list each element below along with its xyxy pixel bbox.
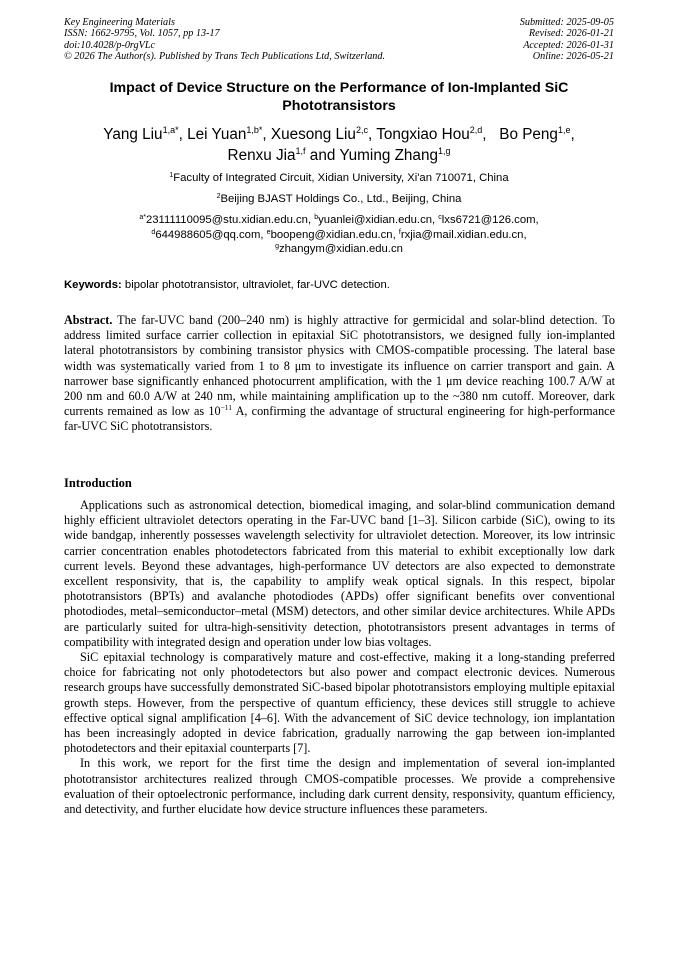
email-link[interactable]: 644988605@qq.com — [155, 228, 261, 241]
author-name: Yang Liu — [103, 126, 163, 143]
email-marker: d — [151, 228, 156, 236]
email-link[interactable]: lxs6721@126.com — [441, 214, 536, 226]
journal-header — [64, 17, 614, 63]
affiliation-text: Beijing BJAST Holdings Co., Ltd., Beijing, China — [220, 193, 462, 205]
email-marker: b — [314, 214, 319, 221]
affiliation-2 — [64, 192, 614, 207]
email-marker: g — [275, 243, 279, 251]
journal-info — [64, 17, 385, 63]
keywords-label: Keywords: — [64, 279, 122, 291]
publication-dates — [520, 17, 614, 63]
email-link[interactable]: zhangym@xidian.edu.cn — [279, 243, 403, 256]
section-heading-introduction: Introduction — [64, 476, 132, 490]
email-link[interactable]: yuanlei@xidian.edu.cn — [318, 214, 432, 226]
date-revised: Revised: 2026-01-21 — [528, 28, 614, 40]
author-marker: 1,f — [295, 146, 306, 156]
author-marker: 1,g — [437, 146, 451, 156]
abstract — [64, 313, 615, 435]
author-marker: 1,e — [557, 125, 571, 135]
email-link[interactable]: boopeng@xidian.edu.cn — [270, 228, 393, 241]
email-marker: f — [398, 228, 401, 236]
affiliation-text: Faculty of Integrated Circuit, Xidian University, Xi'an 710071, China — [173, 172, 509, 184]
affiliation-1 — [64, 171, 614, 186]
journal-copyright: © 2026 The Author(s). Published by Trans Tech Publications Ltd, Switzerland. — [64, 51, 386, 63]
author-name: Lei Yuan — [187, 126, 247, 143]
author-name: Xuesong Liu — [270, 126, 356, 143]
author-marker: 1,a* — [162, 125, 179, 135]
date-online: Online: 2026-05-21 — [532, 51, 614, 63]
keywords — [64, 278, 614, 292]
introduction-body — [64, 498, 615, 817]
author-marker: 2,c — [355, 125, 368, 135]
date-accepted: Accepted: 2026-01-31 — [523, 39, 614, 51]
email-link[interactable]: rxjia@mail.xidian.edu.cn — [400, 228, 524, 241]
affiliation-marker: 2 — [216, 193, 221, 200]
abstract-label: Abstract. — [64, 313, 113, 327]
journal-name: Key Engineering Materials — [64, 17, 175, 28]
email-list: $^{a*}$23111110095@stu.xidian.edu.cn, $^b$yuanlei@xidian.edu.cn, $^c$lxs6721@126.com, $^d$644988605@qq.com, $^e$boopeng@xidian.edu.cn, $^f$rxjia@mail.xidian.edu.cn, $^g$zhangym@xidian.edu.cn — [139, 214, 539, 256]
author-name: Tongxiao Hou — [376, 126, 470, 143]
abstract-text-end: A, confirming the advantage of structural engineering for high-performance far-UVC SiC phototransistors. — [64, 404, 615, 434]
paragraph: SiC epitaxial technology is comparatively mature and cost-effective, making it a long-standing preferred choice for fabricating not only photodetectors but also power and compact electronic devices. Numerous research groups have successfully demonstrated SiC-based bipolar phototransistors employing multiple epitaxial growth steps. However, from the perspective of quantum efficiency, these devices still struggle to achieve effective optical signal amplification [4–6]. With the advancement of SiC device technology, ion implantation has been increasingly adopted in device fabrication, gradually narrowing the gap between ion-implanted photodetectors and their epitaxial counterparts [7]. — [64, 650, 615, 756]
email-marker: c — [438, 214, 442, 221]
date-submitted: Submitted: 2025-09-05 — [519, 17, 614, 28]
email-marker: e — [266, 228, 271, 236]
journal-doi[interactable]: doi:10.4028/p-0rgVLc — [64, 39, 156, 51]
author-name: Renxu Jia — [227, 147, 296, 164]
email-link[interactable]: 23111110095@stu.xidian.edu.cn — [145, 214, 308, 226]
journal-issn: ISSN: 1662-9795, Vol. 1057, pp 13-17 — [64, 28, 220, 40]
author-marker: 1,b* — [246, 125, 263, 135]
paper-title: Impact of Device Structure on the Performance of Ion-Implanted SiC Phototransistors — [109, 80, 569, 114]
author-list: Yang Liu$^{1,a*}$, Lei Yuan$^{1,b*}$, Xuesong Liu$^{2,c}$, Tongxiao Hou$^{2,d}$, Bo Peng$^{1,e}$, Renxu Jia$^{1,f}$ and Yuming Zhang$^{1,g}$ — [103, 125, 575, 164]
paragraph: Applications such as astronomical detection, biomedical imaging, and solar-blind communication demand highly efficient ultraviolet detectors operating in the Far-UVC band [1–3]. Silicon carbide (SiC), owing to its wide bandgap, inherently possesses wavelength selectivity for ultraviolet detection. Moreover, its low intrinsic carrier concentration enables photodetectors fabricated from this material to exhibit exceptionally low dark current levels. Beyond these advantages, high-performance UV detectors are also expected to demonstrate excellent responsivity, that is, the capability to amplify weak optical signals. In this respect, bipolar phototransistors (BPTs) and avalanche photodiodes (APDs) offer significant benefits over conventional photodiodes, metal–semiconductor–metal (MSM) detectors, and other similar device architectures. While APDs are particularly suited for ultra-high-sensitivity detection, phototransistors present advantages in terms of compatibility with integrated design and operation under low bias voltages. — [64, 498, 615, 649]
author-marker: 2,d — [469, 125, 483, 135]
keywords-text: bipolar phototransistor, ultraviolet, far-UVC detection. — [124, 279, 390, 291]
paragraph: In this work, we report for the first time the design and implementation of several ion-implanted phototransistor architectures realized through CMOS-compatible processes. We provide a comprehensive evaluation of their optoelectronic performance, including dark current density, responsivity, quantum efficiency, and detectivity, and further elucidate how device structure influences these parameters. — [64, 756, 615, 817]
abstract-text: The far-UVC band (200–240 nm) is highly attractive for germicidal and solar-blind detection. To address limited surface carrier collection in epitaxial SiC phototransistors, we designed fully ion-implanted lateral phototransistors by combining transistor physics with CMOS-compatible processing. The lateral base width was systematically varied from 1 to 8 μm to investigate its influence on carrier transport and gain. A narrower base significantly enhanced photocurrent amplification, with the 1 μm device reaching 100.7 A/W at 200 nm and 60.0 A/W at 240 nm, while maintaining amplification up to the ~380 nm cutoff. Moreover, dark currents remained as low as 10 — [64, 313, 616, 419]
author-name: Yuming Zhang — [339, 147, 438, 164]
email-marker: a* — [139, 214, 146, 221]
author-name: Bo Peng — [499, 126, 558, 143]
abstract-exponent: −11 — [220, 403, 233, 413]
affiliation-marker: 1 — [169, 172, 174, 179]
